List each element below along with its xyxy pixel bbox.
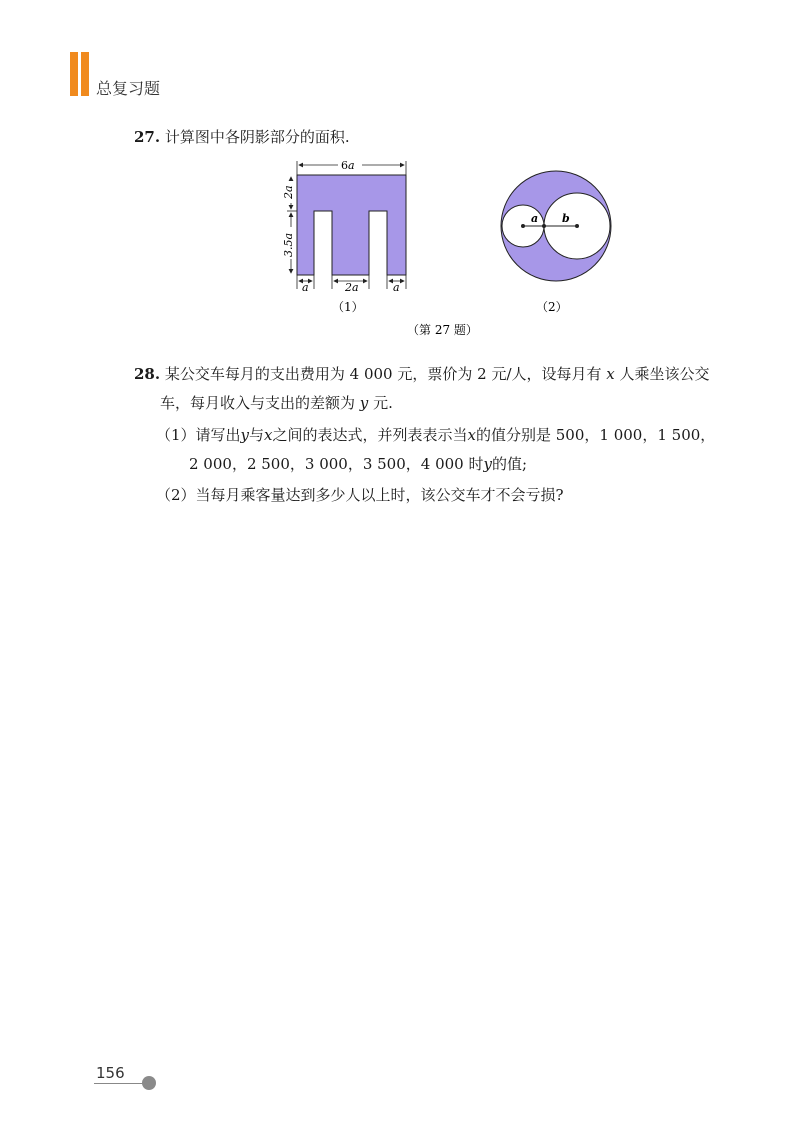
figure-caption: （1） <box>332 300 364 314</box>
dim-label: a <box>302 281 309 294</box>
page-number-rule <box>94 1083 146 1084</box>
radius-label-b: b <box>562 212 570 225</box>
svg-text:6a <box>341 159 355 172</box>
subquestion-1-line2 <box>189 450 527 478</box>
question-text: 车，每月收入与支出的差额为 <box>160 394 356 412</box>
page-number-dot <box>142 1076 156 1090</box>
dim-label: 2a <box>282 185 295 199</box>
dim-label: 6 <box>341 159 348 172</box>
header-accent-bar <box>81 52 89 96</box>
question-text: 元. <box>373 394 393 412</box>
figure-caption: （2） <box>536 300 568 314</box>
figure-caption-main: （第 27 题） <box>407 323 478 337</box>
subquestion-text: （1）请写出 <box>156 426 241 444</box>
subquestion-text: 之间的表达式，并列表表示当 <box>272 426 468 444</box>
question-text: 人乘坐该公交 <box>619 365 710 383</box>
question-text: 计算图中各阴影部分的面积. <box>164 128 350 146</box>
section-title: 总复习题 <box>96 79 161 98</box>
figure-2 <box>501 171 611 314</box>
subquestion-text: 的值分别是 500，1 000，1 500， <box>476 426 716 444</box>
variable: y <box>483 455 492 473</box>
figure-1 <box>282 159 406 314</box>
subquestion-text: 的值; <box>491 455 528 473</box>
dim-label: 2a <box>345 281 359 294</box>
question-text: 某公交车每月的支出费用为 4 000 元，票价为 2 元/人，设每月有 <box>164 365 602 383</box>
dim-label: 3.5a <box>282 232 295 257</box>
subquestion-2: （2）当每月乘客量达到多少人以上时，该公交车才不会亏损? <box>156 486 564 504</box>
dim-label: a <box>348 159 355 172</box>
question-number: 27. <box>134 128 161 146</box>
question-27 <box>134 123 350 151</box>
variable: y <box>240 426 250 444</box>
subquestion-text: 与 <box>249 426 265 444</box>
variable: y <box>359 394 369 412</box>
figure-27 <box>0 155 800 355</box>
shaded-region <box>297 175 406 275</box>
radius-label-a: a <box>531 212 539 225</box>
page-number: 156 <box>96 1064 125 1082</box>
dim-label: a <box>393 281 400 294</box>
subquestion-1 <box>156 421 715 449</box>
variable: x <box>264 426 273 444</box>
subquestion-text: 2 000，2 500，3 000，3 500，4 000 时 <box>189 455 484 473</box>
question-number: 28. <box>134 365 161 383</box>
question-28 <box>134 360 710 388</box>
header-accent-bar <box>70 52 78 96</box>
question-28-line2 <box>160 389 393 417</box>
variable: x <box>467 426 476 444</box>
variable: x <box>606 365 615 383</box>
